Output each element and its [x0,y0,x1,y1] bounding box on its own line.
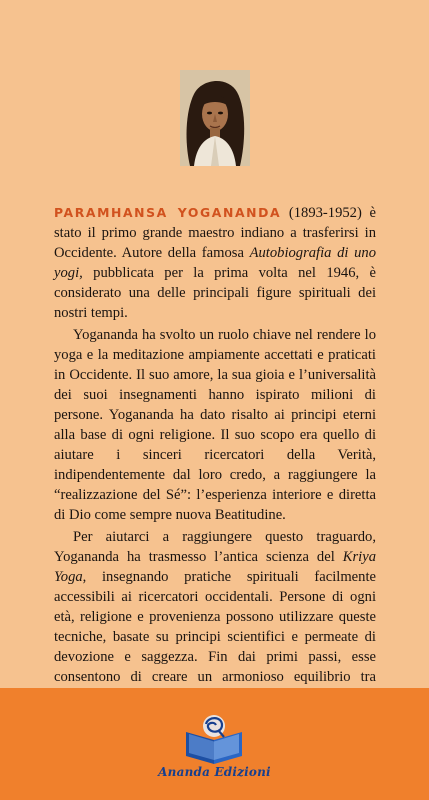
bio-p1-text-b: pubblicata per la prima volta nel 1946, è considerato una delle principali figure spirituali dei nostri tempi. [54,265,376,322]
author-portrait [180,70,250,166]
author-years: (1893-1952) [288,205,362,221]
bio-p3-text-a: Per aiutarci a raggiungere questo traguardo, Yogananda ha trasmesso l’antica scienza del [54,528,376,565]
bio-p3-text-b: , insegnando pratiche spirituali facilmente accessibili ai ricercatori occidentali. Persone di ogni età, religione e provenienza possono utilizzare queste tecniche, basate su principi scientifici e permeate di devozione e saggezza. Fin dai primi passi, esse consentono di creare un armonioso equilibrio tra [54,568,376,686]
bio-p1-text-a: è stato il primo grande maestro indiano a trasferirsi in Occidente. Autore della famosa [54,205,376,262]
bio-paragraph-1 [54,203,376,324]
publisher-logo [178,710,250,766]
kriya-yoga-term: Kriya Yoga [54,548,376,585]
author-portrait-photo [180,70,250,166]
author-name: PARAMHANSA YOGANANDA [54,205,282,220]
book-title-autobiografia: Autobiografia di uno yogi, [54,245,376,282]
bio-paragraph-2: Yogananda ha svolto un ruolo chiave nel rendere lo yoga e la meditazione ampiamente accettati e praticati in Occidente. Il suo amore, la sua gioia e l’universalità dei suoi insegnamenti hanno ispirato milioni di persone. Yogananda ha dato risalto ai principi eterni alla base di ogni religione. Il suo scopo era quello di aiutare i sinceri ricercatori della Verità, indipendentemente dal loro credo, a raggiungere la “realizzazione del Sé”: l’esperienza interiore e diretta di Dio come sempre nuova Beatitudine. [54,326,376,524]
author-biography [54,203,376,748]
publisher-name: Ananda Edizioni [158,765,271,779]
ananda-book-logo-icon [178,710,250,766]
